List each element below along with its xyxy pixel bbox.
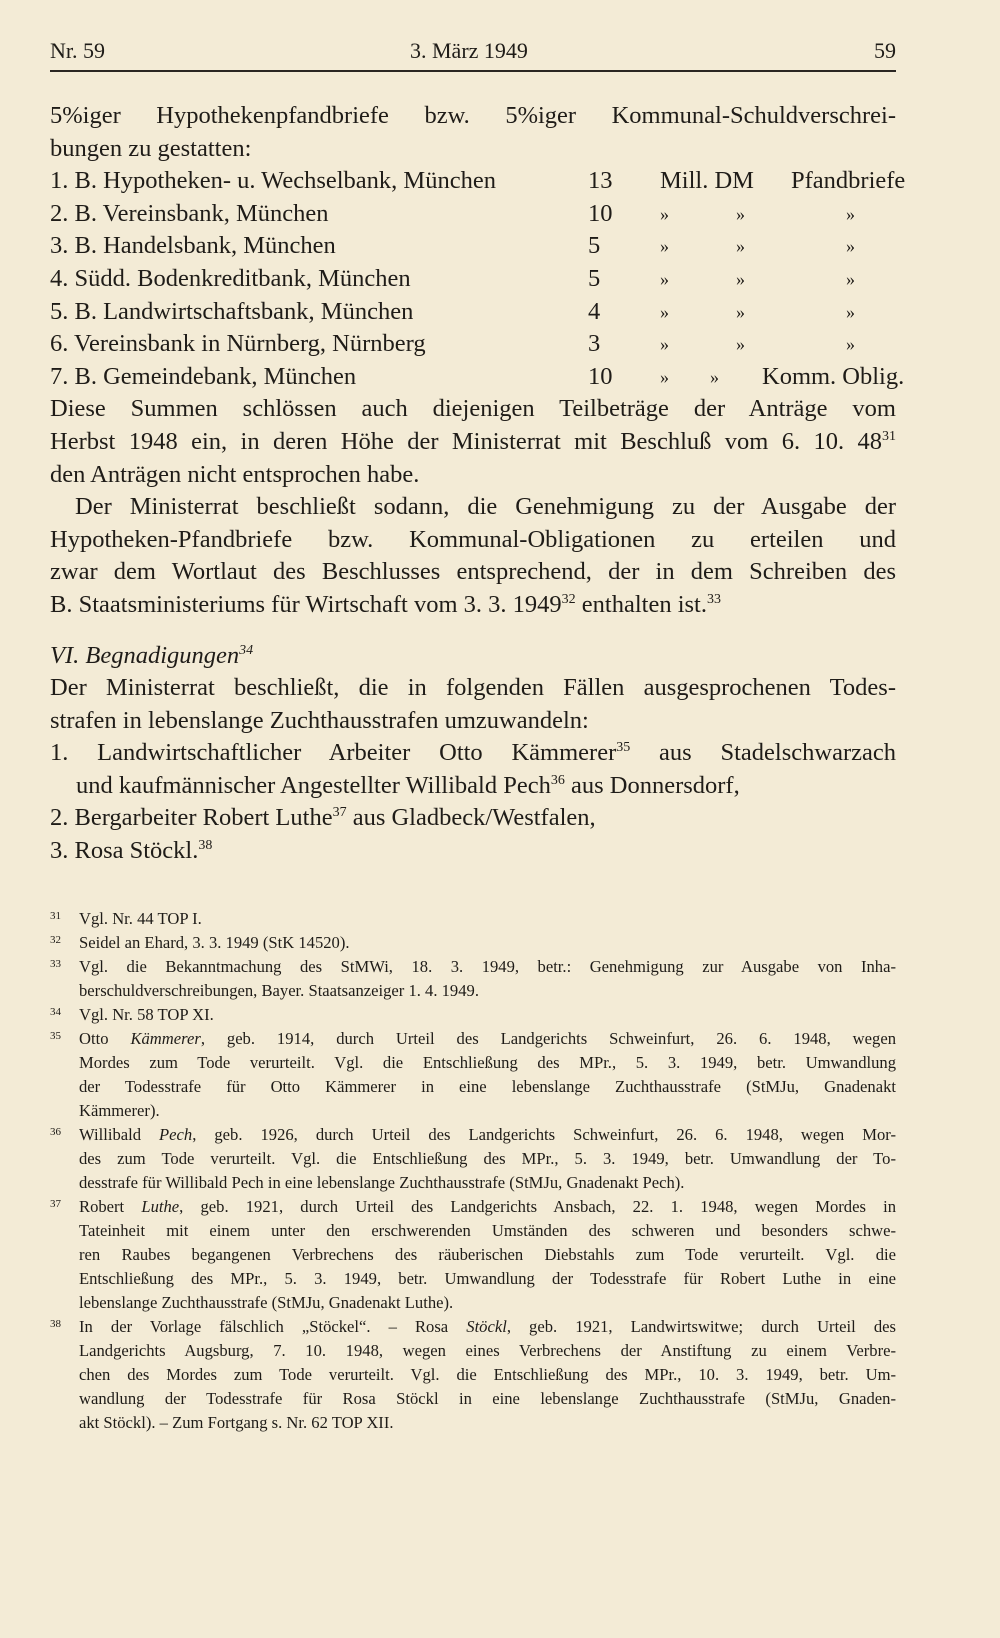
ditto-mark: » xyxy=(660,334,669,355)
footnote-ref: 31 xyxy=(882,428,896,444)
bank-amount: 5 xyxy=(588,264,601,292)
footnote: 31 Vgl. Nr. 44 TOP I. xyxy=(50,907,896,931)
list-item: 2. Bergarbeiter Robert Luthe$^{37}$ aus Gladbeck/Westfalen, xyxy=(50,804,596,832)
ditto-mark: » xyxy=(660,366,669,387)
main-text xyxy=(50,100,906,868)
paragraph-line: Hypotheken-Pfandbriefe bzw. Kommunal-Obligationen zu erteilen und xyxy=(50,525,896,553)
bank-amount: 13 xyxy=(588,167,613,195)
bank-name: 7. B. Gemeindebank, München xyxy=(50,362,357,390)
list-item: 1. Landwirtschaftlicher Arbeiter Otto Kämmerer$^{35}$ aus Stadelschwarzach xyxy=(50,739,896,767)
paragraph-line: zwar dem Wortlaut des Beschlusses entsprechend, der in dem Schreiben des xyxy=(50,558,896,586)
bank-amount: 4 xyxy=(588,297,601,325)
bank-row xyxy=(50,361,905,394)
footnote: 35 Otto Kämmerer, geb. 1914, durch Urteil des Landgerichts Schweinfurt, 26. 6. 1948, wegen Mordes zum Tode verurteilt. Vgl. die Entschließung des MPr., 5. 3. 1949, betr. Umwandlung der Todesstrafe für Otto Kämmerer in eine lebenslange Zuchthausstrafe (StMJu, Gnadenakt Kämmerer). xyxy=(50,1027,896,1123)
ditto-mark: » xyxy=(846,301,855,322)
footnote-number: 33 xyxy=(50,958,61,970)
footnote-ref: 35 xyxy=(616,740,631,756)
list-item-continuation: und kaufmännischer Angestellter Willibald Pech$^{36}$ aus Donnersdorf, xyxy=(76,771,740,799)
paragraph-line: Diese Summen schlössen auch diejenigen Teilbeträge der Anträge vom xyxy=(50,395,896,423)
bank-amount: 5 xyxy=(588,232,601,260)
bank-name: 5. B. Landwirtschaftsbank, München xyxy=(50,297,414,325)
footnote-number: 35 xyxy=(50,1030,61,1042)
footnote: 33 Vgl. die Bekanntmachung des StMWi, 18. 3. 1949, betr.: Genehmigung zur Ausgabe von Inha- berschuldverschreibungen, Bayer. Staatsanzeiger 1. 4. 1949. xyxy=(50,955,896,1003)
ditto-mark: » xyxy=(846,203,855,224)
paragraph-line: den Anträgen nicht entsprochen habe. xyxy=(50,460,420,488)
protocol-number: Nr. 59 xyxy=(50,38,105,63)
ditto-mark: » xyxy=(846,268,855,289)
ditto-mark: » xyxy=(736,334,745,355)
footnote: 34 Vgl. Nr. 58 TOP XI. xyxy=(50,1003,896,1027)
bank-kind: Komm. Oblig. xyxy=(762,362,905,390)
bank-amount: 10 xyxy=(588,199,613,227)
ditto-mark: » xyxy=(660,301,669,322)
ditto-mark: » xyxy=(846,334,855,355)
bank-row xyxy=(50,230,896,263)
bank-row xyxy=(50,263,896,296)
footnote: 37 Robert Luthe, geb. 1921, durch Urteil des Landgerichts Ansbach, 22. 1. 1948, wegen Mordes in Tateinheit mit einem unter den erschwerenden Umständen des schweren und besonders schwe- ren Raubes begangenen Verbrechens des räuberischen Diebstahls zum Tode verurteilt. Vgl. die Entschließung des MPr., 5. 3. 1949, betr. Umwandlung der Todesstrafe für Robert Luthe in eine lebenslange Zuchthausstrafe (StMJu, Gnadenakt Luthe). xyxy=(50,1195,896,1315)
footnote-ref: 36 xyxy=(550,772,565,788)
bank-kind: Pfandbriefe xyxy=(791,167,906,195)
list-item: 3. Rosa Stöckl.$^{38}$ xyxy=(50,837,213,865)
bank-name: 1. B. Hypotheken- u. Wechselbank, München xyxy=(50,167,496,195)
footnote-number: 31 xyxy=(50,910,61,922)
bank-row xyxy=(50,165,906,198)
footnote: 38 In der Vorlage fälschlich „Stöckel“. – Rosa Stöckl, geb. 1921, Landwirtswitwe; durch Urteil des Landgerichts Augsburg, 7. 10. 1948, wegen eines Verbrechens der Anstiftung zu einem Verbre- chen des Mordes zum Tode verurteilt. Vgl. die Entschließung des MPr., 10. 3. 1949, betr. Um- wandlung der Todesstrafe für Rosa Stöckl in eine lebenslange Zuchthausstrafe (StMJu, Gnaden- akt Stöckl). – Zum Fortgang s. Nr. 62 TOP XII. xyxy=(50,1315,896,1435)
header-date: 3. März 1949 xyxy=(410,38,528,63)
bank-unit: Mill. DM xyxy=(660,167,754,195)
intro-line: 5%iger Hypothekenpfandbriefe bzw. 5%iger Kommunal-Schuldverschrei- xyxy=(50,102,896,129)
footnote-ref: 38 xyxy=(198,838,213,854)
bank-row xyxy=(50,328,896,361)
ditto-mark: » xyxy=(736,203,745,224)
paragraph-line: Der Ministerrat beschließt sodann, die Genehmigung zu der Ausgabe der xyxy=(75,493,896,521)
header-rule xyxy=(50,70,896,72)
ditto-mark: » xyxy=(736,236,745,257)
section-heading: VI. Begnadigungen$^{34}$ xyxy=(50,641,254,669)
ditto-mark: » xyxy=(660,236,669,257)
bank-amount: 10 xyxy=(588,362,613,390)
ditto-mark: » xyxy=(736,268,745,289)
footnote-number: 36 xyxy=(50,1126,61,1138)
bank-amount: 3 xyxy=(588,330,601,358)
ditto-mark: » xyxy=(660,268,669,289)
footnotes xyxy=(50,907,896,1435)
ditto-mark: » xyxy=(846,236,855,257)
footnote-ref: 33 xyxy=(706,591,721,607)
bank-name: 2. B. Vereinsbank, München xyxy=(50,199,329,227)
bank-row xyxy=(50,296,896,329)
ditto-mark: » xyxy=(736,301,745,322)
footnote-ref: 32 xyxy=(561,591,576,607)
paragraph-line: strafen in lebenslange Zuchthausstrafen umzuwandeln: xyxy=(50,706,589,734)
footnote-ref: 34 xyxy=(239,642,254,658)
bank-name: 3. B. Handelsbank, München xyxy=(50,232,336,260)
page-number: 59 xyxy=(874,38,896,63)
footnote-number: 38 xyxy=(50,1318,61,1330)
ditto-mark: » xyxy=(710,366,719,387)
ditto-mark: » xyxy=(660,203,669,224)
footnote-number: 37 xyxy=(50,1198,61,1210)
bank-row xyxy=(50,198,896,231)
footnote-number: 34 xyxy=(50,1006,61,1018)
bank-name: 4. Südd. Bodenkreditbank, München xyxy=(50,264,411,292)
footnote: 36 Willibald Pech, geb. 1926, durch Urteil des Landgerichts Schweinfurt, 26. 6. 1948, wegen Mor- des zum Tode verurteilt. Vgl. die Entschließung des MPr., 5. 3. 1949, betr. Umwandlung der To- desstrafe für Willibald Pech in eine lebenslange Zuchthausstrafe (StMJu, Gnadenakt Pech). xyxy=(50,1123,896,1195)
footnote-number: 32 xyxy=(50,934,61,946)
intro-line: bungen zu gestatten: xyxy=(50,134,252,162)
paragraph-line: B. Staatsministeriums für Wirtschaft vom 3. 3. 1949$^{32}$ enthalten ist.$^{33}$ xyxy=(50,590,721,618)
footnote-ref: 37 xyxy=(332,805,347,821)
footnote: 32 Seidel an Ehard, 3. 3. 1949 (StK 14520). xyxy=(50,931,896,955)
running-header xyxy=(50,38,896,72)
bank-name: 6. Vereinsbank in Nürnberg, Nürnberg xyxy=(50,330,426,358)
paragraph-line: Herbst 1948 ein, in deren Höhe der Ministerrat mit Beschluß vom 6. 10. $48^{31}$ xyxy=(50,427,896,455)
paragraph-line: Der Ministerrat beschließt, die in folgenden Fällen ausgesprochenen Todes- xyxy=(50,674,896,702)
